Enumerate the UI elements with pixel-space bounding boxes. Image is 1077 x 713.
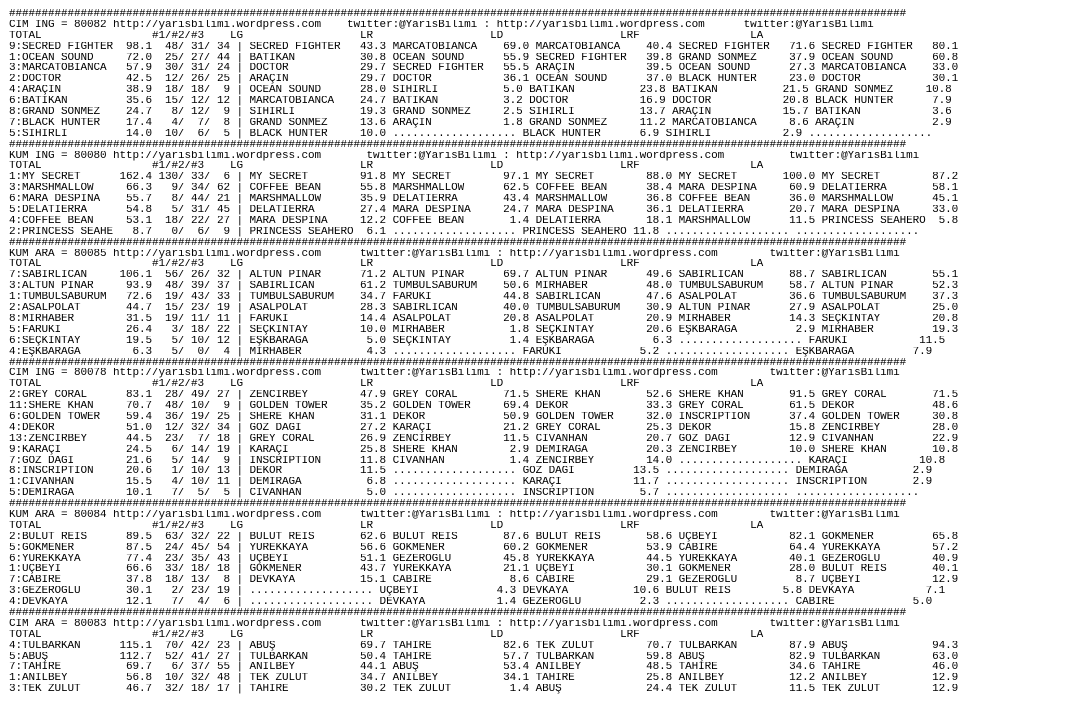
- report-line: KUM ARA = 80084 http://yarisbilimi.wordpress.com twitter:@YarisBilimi : http://yarisbilimi.wordpress.com twitter:@YarisBilimi: [9, 509, 900, 521]
- report-line: 5:SİHİRLİ 14.0 10/ 6/ 5 | BLACK HUNTER 10.0 ................... BLACK HUNTER 6.9 SİHİRLİ 2.9 ...................: [9, 128, 933, 140]
- report-line: 4:DEKOR 51.0 12/ 32/ 34 | GÖZ DAĞI 27.2 KARAÇİ 21.2 GREY CORAL 25.3 DEKOR 15.8 ZENCİRBEY 28.0: [9, 422, 959, 434]
- report-line: CIM ARA = 80083 http://yarisbilimi.wordpress.com twitter:@YarisBilimi : http://yarisbilimi.wordpress.com twitter:@YarisBilimi: [9, 618, 900, 630]
- report-line: 4:EŞKBARAĞA 6.3 5/ 0/ 4 | MIRHABER 4.3 ................... FARUKİ 5.2 ................... EŞKBARAĞA 7.9: [9, 346, 933, 358]
- report-line: 11:SHERE KHAN 70.7 48/ 10/ 9 | GOLDEN TOWER 35.2 GOLDEN TOWER 69.4 DEKOR 33.3 GREY CORAL 61.5 DEKOR 48.6: [9, 401, 959, 412]
- report-line: 2:BULUT REİS 89.5 63/ 32/ 22 | BULUT REİS 62.6 BULUT REİS 87.6 BULUT REİS 58.6 UÇBEYİ 82.1 GÖKMENER 65.8: [9, 531, 959, 543]
- report-line: 8:GRAND SÖNMEZ 24.7 8/ 12/ 9 | SİHİRLİ 19.3 GRAND SÖNMEZ 2.5 SİHİRLİ 13.7 ARAÇIN 15.7 BATIKAN 3.6: [9, 107, 952, 118]
- report-line: 8:MIRHABER 31.5 19/ 11/ 11 | FARUKİ 14.4 ASALPOLAT 20.8 ASALPOLAT 20.9 MIRHABER 14.3 SEÇKİNTAY 20.8: [9, 313, 959, 325]
- report-line: 1:CIVANHAN 15.5 4/ 10/ 11 | DEMİRAĞA 6.8 ................... KARAÇİ 11.7 ................... INSCRIPTION 2.9: [9, 477, 933, 489]
- report-line: 13:ZENCİRBEY 44.5 23/ 7/ 18 | GREY CORAL 26.9 ZENCİRBEY 11.5 CIVANHAN 20.7 GÖZ DAĞI 12.9 CIVANHAN 22.9: [9, 433, 959, 445]
- report-line: 6:MARA DESPINA 55.7 8/ 44/ 21 | MARSHMALLOW 35.9 DELATIERRA 43.4 MARSHMALLOW 36.8 COFFEE BEAN 36.0 MARSHMALLOW 45.1: [9, 194, 959, 206]
- report-line: 8:INSCRIPTION 20.6 1/ 10/ 13 | DEKOR 11.5 ................... GÖZ DAĞI 13.5 ................... DEMİRAĞA 2.9: [9, 466, 933, 478]
- column-header-line: TOTAL #1/#2/#3 LG LR LD LRF LA: [9, 520, 764, 532]
- report-line: 1:MY SECRET 162.4 130/ 33/ 6 | MY SECRET 91.8 MY SECRET 97.1 MY SECRET 88.0 MY SECRET 100.0 MY SECRET 87.2: [9, 172, 959, 184]
- report-line: KUM ING = 80080 http://yarisbilimi.wordpress.com twitter:@YarisBilimi : http://yarisbilimi.wordpress.com twitter:@YarisBilimi: [9, 150, 920, 162]
- report-line: 6:YÜREKKAYA 77.4 23/ 35/ 43 | UÇBEYİ 51.1 GEZEROĞLU 45.8 YÜREKKAYA 44.5 YÜREKKAYA 40.1 GEZEROĞLU 40.9: [9, 553, 959, 565]
- report-line: 2:GREY CORAL 83.1 28/ 49/ 27 | ZENCİRBEY 47.9 GREY CORAL 71.5 SHERE KHAN 52.6 SHERE KHAN 91.5 GREY CORAL 71.5: [9, 390, 959, 402]
- report-line: 7:BLACK HUNTER 17.4 4/ 7/ 8 | GRAND SÖNMEZ 13.6 ARAÇIN 1.8 GRAND SÖNMEZ 11.2 MARCATOBIANCA 8.6 ARAÇIN 2.9: [9, 117, 952, 129]
- report-line: 9:KARAÇİ 24.5 6/ 14/ 19 | KARAÇİ 25.8 SHERE KHAN 2.9 DEMİRAĞA 20.3 ZENCİRBEY 10.0 SHERE KHAN 10.8: [9, 444, 959, 456]
- report-line: 9:SECRED FIGHTER 98.1 48/ 31/ 34 | SECRED FIGHTER 43.3 MARCATOBIANCA 69.0 MARCATOBIANCA 40.4 SECRED FIGHTER 71.6 SECRED FIGHTER 80.1: [9, 41, 959, 53]
- report-line: 5:DEMİRAĞA 10.1 7/ 5/ 5 | CIVANHAN 5.0 ................... INSCRIPTION 5.7 ................... ...................: [9, 488, 920, 500]
- separator-line: ##########################################################################################################################################: [9, 499, 907, 510]
- report-line: 4:COFFEE BEAN 53.1 18/ 22/ 27 | MARA DESPINA 12.2 COFFEE BEAN 1.4 DELATIERRA 18.1 MARSHMALLOW 11.5 PRINCESS SEAHERO 5.8: [9, 215, 959, 227]
- report-line: 5:GÖKMENER 87.5 24/ 45/ 54 | YÜREKKAYA 56.6 GÖKMENER 60.2 GÖKMENER 53.9 CABİRE 64.4 YÜREKKAYA 57.2: [9, 542, 959, 554]
- report-line: 2:ASALPOLAT 44.7 15/ 23/ 19 | ASALPOLAT 28.3 SABIRLICAN 40.0 TUMBULSABURUM 30.9 ALTUN PINAR 27.9 ASALPOLAT 25.0: [9, 303, 959, 314]
- report-line: 5:DELATIERRA 54.8 5/ 31/ 45 | DELATIERRA 27.4 MARA DESPINA 24.7 MARA DESPINA 36.1 DELATIERRA 20.7 MARA DESPINA 33.0: [9, 205, 959, 216]
- report-line: 2:DOCTOR 42.5 12/ 26/ 25 | ARAÇIN 29.7 DOCTOR 36.1 OCEAN SOUND 37.0 BLACK HUNTER 23.0 DOCTOR 30.1: [9, 74, 959, 86]
- report-line: 7:GÖZ DAĞI 21.6 5/ 14/ 9 | INSCRIPTION 11.8 CIVANHAN 1.4 ZENCİRBEY 14.0 ................... KARAÇİ 10.8: [9, 455, 946, 467]
- report-line: 1:OCEAN SOUND 72.0 25/ 27/ 44 | BATIKAN 30.8 OCEAN SOUND 55.9 SECRED FIGHTER 39.8 GRAND SÖNMEZ 37.9 OCEAN SOUND 60.8: [9, 52, 959, 64]
- report-line: 1:UÇBEYİ 66.6 33/ 18/ 18 | GÖKMENER 43.7 YÜREKKAYA 21.1 UÇBEYİ 30.1 GÖKMENER 28.0 BULUT REİS 40.1: [9, 564, 959, 576]
- report-line: 4:ARAÇIN 38.9 18/ 18/ 9 | OCEAN SOUND 28.0 SİHİRLİ 5.0 BATIKAN 23.8 BATIKAN 21.5 GRAND SÖNMEZ 10.8: [9, 85, 952, 97]
- report-line: KUM ARA = 80085 http://yarisbilimi.wordpress.com twitter:@YarisBilimi : http://yarisbilimi.wordpress.com twitter:@YarisBilimi: [9, 248, 900, 260]
- separator-line: ##########################################################################################################################################: [9, 357, 907, 369]
- separator-line: ##########################################################################################################################################: [9, 607, 907, 619]
- report-line: 3:MARCATOBIANCA 57.9 30/ 31/ 24 | DOCTOR 29.7 SECRED FIGHTER 55.5 ARAÇIN 39.5 OCEAN SOUND 27.3 MARCATOBIANCA 33.0: [9, 63, 959, 75]
- report-line: 7:TAHİRE 69.7 6/ 37/ 55 | ANILBEY 44.1 ABUŞ 53.4 ANILBEY 48.5 TAHİRE 34.6 TAHİRE 46.0: [9, 662, 959, 674]
- column-header-line: TOTAL #1/#2/#3 LG LR LD LRF LA: [9, 30, 764, 42]
- column-header-line: TOTAL #1/#2/#3 LG LR LD LRF LA: [9, 629, 764, 641]
- report-line: 6:BATIKAN 35.6 15/ 12/ 12 | MARCATOBIANCA 24.7 BATIKAN 3.2 DOCTOR 16.9 DOCTOR 20.8 BLACK HUNTER 7.9: [9, 96, 952, 108]
- report-line: 4:DEVKAYA 12.1 7/ 4/ 6 | ................... DEVKAYA 1.4 GEZEROĞLU 2.3 ................... CABİRE 5.0: [9, 597, 933, 608]
- report-line: 5:FARUKİ 26.4 3/ 18/ 22 | SEÇKİNTAY 10.0 MIRHABER 1.8 SEÇKİNTAY 20.6 EŞKBARAĞA 2.9 MIRHABER 19.3: [9, 324, 959, 336]
- report-line: CIM ING = 80082 http://yarisbilimi.wordpress.com twitter:@YarisBilimi : http://yarisbilimi.wordpress.com twitter:@YarisBilimi: [9, 19, 874, 31]
- report-line: 3:ALTUN PINAR 93.9 48/ 39/ 37 | SABIRLICAN 61.2 TUMBULSABURUM 50.6 MIRHABER 48.0 TUMBULSABURUM 58.7 ALTUN PINAR 52.3: [9, 281, 959, 293]
- report-line: 1:TUMBULSABURUM 72.6 19/ 43/ 33 | TUMBULSABURUM 34.7 FARUKİ 44.8 SABIRLICAN 47.6 ASALPOLAT 36.6 TUMBULSABURUM 37.3: [9, 292, 959, 304]
- separator-line: ##########################################################################################################################################: [9, 9, 907, 20]
- separator-line: ##########################################################################################################################################: [9, 139, 907, 151]
- report-line: 6:GOLDEN TOWER 59.4 36/ 19/ 25 | SHERE KHAN 31.1 DEKOR 50.9 GOLDEN TOWER 32.0 INSCRIPTION 37.4 GOLDEN TOWER 30.8: [9, 411, 959, 423]
- separator-line: ##########################################################################################################################################: [9, 237, 907, 249]
- report-line: CIM ING = 80078 http://yarisbilimi.wordpress.com twitter:@YarisBilimi : http://yarisbilimi.wordpress.com twitter:@YarisBilimi: [9, 368, 900, 380]
- report-line: 2:PRINCESS SEAHE 8.7 0/ 6/ 9 | PRINCESS SEAHERO 6.1 ................... PRINCESS SEAHERO 11.8 ................... ...................: [9, 226, 920, 238]
- report-line: 5:ABUŞ 112.7 52/ 41/ 27 | TULBARKAN 50.4 TAHİRE 57.7 TULBARKAN 59.8 ABUŞ 82.9 TULBARKAN 63.0: [9, 651, 959, 663]
- report-line: 7:SABIRLICAN 106.1 56/ 26/ 32 | ALTUN PINAR 71.2 ALTUN PINAR 69.7 ALTUN PINAR 49.6 SABIRLICAN 88.7 SABIRLICAN 55.1: [9, 270, 959, 282]
- column-header-line: TOTAL #1/#2/#3 LG LR LD LRF LA: [9, 161, 764, 173]
- report-line: 7:CABİRE 37.8 18/ 13/ 8 | DEVKAYA 15.1 CABİRE 8.6 CABİRE 29.1 GEZEROĞLU 8.7 UÇBEYİ 12.9: [9, 575, 959, 587]
- report-line: 3:TEK ZULUT 46.7 32/ 18/ 17 | TAHİRE 30.2 TEK ZULUT 1.4 ABUŞ 24.4 TEK ZULUT 11.5 TEK ZULUT 12.9: [9, 684, 959, 696]
- report-line: 4:TULBARKAN 115.1 70/ 42/ 23 | ABUŞ 69.7 TAHİRE 82.6 TEK ZULUT 70.7 TULBARKAN 87.9 ABUŞ 94.3: [9, 640, 959, 652]
- column-header-line: TOTAL #1/#2/#3 LG LR LD LRF LA: [9, 259, 764, 271]
- column-header-line: TOTAL #1/#2/#3 LG LR LD LRF LA: [9, 379, 764, 391]
- report-line: 3:MARSHMALLOW 66.3 9/ 34/ 62 | COFFEE BEAN 55.8 MARSHMALLOW 62.5 COFFEE BEAN 38.4 MARA DESPINA 60.9 DELATIERRA 58.1: [9, 183, 959, 195]
- report-line: 6:SEÇKİNTAY 19.5 5/ 10/ 12 | EŞKBARAĞA 5.0 SEÇKİNTAY 1.4 EŞKBARAĞA 6.3 ................... FARUKİ 11.5: [9, 335, 946, 347]
- report-line: 1:ANILBEY 56.8 10/ 32/ 48 | TEK ZULUT 34.7 ANILBEY 34.1 TAHİRE 25.8 ANILBEY 12.2 ANILBEY 12.9: [9, 673, 959, 685]
- report-line: 3:GEZEROĞLU 30.1 2/ 23/ 19 | ................... UÇBEYİ 4.3 DEVKAYA 10.6 BULUT REİS 5.8 DEVKAYA 7.1: [9, 586, 946, 598]
